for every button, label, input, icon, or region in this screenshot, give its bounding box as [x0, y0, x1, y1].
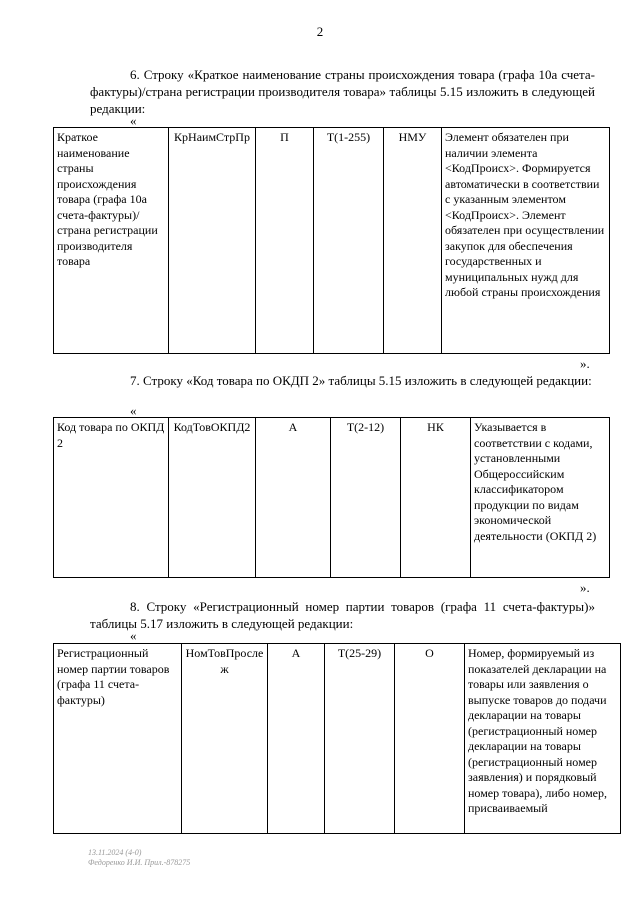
section-8-open-quote: « [130, 628, 137, 643]
element-note-cell: Элемент обязателен при наличии элемента <КодПроисх>. Формируется автоматически в соответствии с указанным элементом <КодПроисх>. Элемент обязателен при осуществлении закупок для обеспечения государственных и муниципальных нужд для любой страны происхождения [442, 128, 610, 354]
element-format-cell: Т(1-255) [314, 128, 384, 354]
table-row [54, 418, 610, 578]
section-7-open-quote: « [130, 403, 137, 418]
footer-line-1: 13.11.2024 (4-0) [88, 848, 142, 857]
section-8-paragraph [90, 598, 595, 632]
section-7-paragraph [90, 372, 595, 389]
element-requirement-cell: О [395, 644, 465, 834]
element-note-cell: Указывается в соответствии с кодами, установленными Общероссийским классификатором продукции по видам экономической деятельности (ОКПД 2) [471, 418, 610, 578]
table-row [54, 128, 610, 354]
section-8-table [53, 643, 621, 834]
element-requirement-cell: НК [401, 418, 471, 578]
element-note-cell: Номер, формируемый из показателей декларации на товары или заявления о выпуске товаров до подачи декларации на товары (регистрационный номер декларации на товары (регистрационный номер заявления) и порядковый номер товара), либо номер, присваиваемый [465, 644, 621, 834]
section-7-close-quote: ». [580, 580, 590, 595]
footer-line-2: Федоренко И.И. Прил.-878275 [88, 858, 191, 867]
element-type-cell: А [256, 418, 331, 578]
element-code-cell: КрНаимСтрПр [169, 128, 256, 354]
element-requirement-cell: НМУ [384, 128, 442, 354]
element-name-cell: Краткое наименование страны происхождения товара (графа 10а счета-фактуры)/страна регистрации производителя товара [54, 128, 169, 354]
section-7-table [53, 417, 610, 578]
section-6-open-quote: « [130, 113, 137, 128]
section-6-paragraph [90, 66, 595, 117]
table-row [54, 644, 621, 834]
element-type-cell: П [256, 128, 314, 354]
element-code-cell: КодТовОКПД2 [169, 418, 256, 578]
section-6-close-quote: ». [580, 356, 590, 371]
element-code-cell: НомТовПрослеж [182, 644, 268, 834]
section-8-text: 8. Строку «Регистрационный номер партии товаров (графа 11 счета-фактуры)» таблицы 5.17 изложить в следующей редакции: [90, 599, 595, 631]
section-7-text: 7. Строку «Код товара по ОКДП 2» таблицы 5.15 изложить в следующей редакции: [130, 373, 592, 388]
page-number: 2 [316, 24, 324, 39]
section-6-text: 6. Строку «Краткое наименование страны происхождения товара (графа 10а счета-фактуры)/страна регистрации производителя товара» таблицы 5.15 изложить в следующей редакции: [90, 67, 595, 116]
element-name-cell: Регистрационный номер партии товаров (графа 11 счета-фактуры) [54, 644, 182, 834]
element-format-cell: Т(2-12) [331, 418, 401, 578]
element-type-cell: А [268, 644, 325, 834]
element-name-cell: Код товара по ОКПД 2 [54, 418, 169, 578]
element-format-cell: Т(25-29) [325, 644, 395, 834]
section-6-table [53, 127, 610, 354]
footer-stamp [88, 848, 190, 868]
